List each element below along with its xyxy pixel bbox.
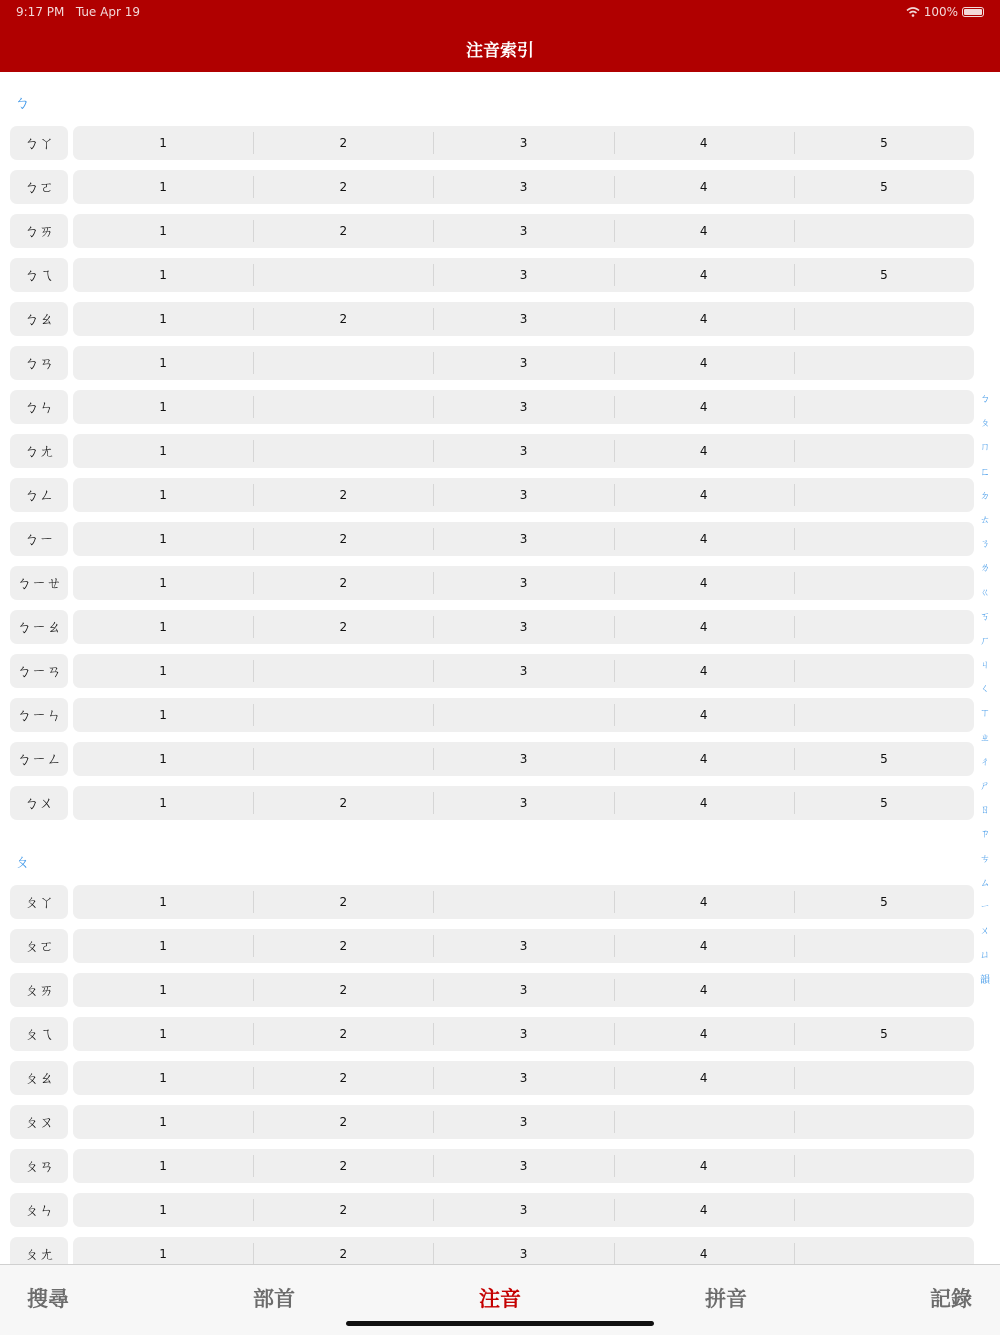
tone-cell[interactable]: 1 bbox=[159, 1159, 167, 1173]
zhuyin-key-button[interactable]: ㄅㄣ bbox=[10, 390, 68, 424]
list-row bbox=[10, 522, 974, 556]
list-row bbox=[10, 434, 974, 468]
tone-cell[interactable]: 1 bbox=[159, 752, 167, 766]
tab-item[interactable]: 注音 bbox=[479, 1286, 521, 1311]
section-header: ㄆ bbox=[14, 852, 31, 871]
list-row bbox=[10, 214, 974, 248]
index-item[interactable]: ㄊ bbox=[980, 514, 990, 526]
tone-cell[interactable]: 4 bbox=[614, 1193, 794, 1227]
index-item[interactable]: ㄗ bbox=[980, 829, 990, 841]
zhuyin-list[interactable] bbox=[0, 72, 1000, 1264]
zhuyin-key-button[interactable]: ㄆㄠ bbox=[10, 1061, 68, 1095]
tone-cell[interactable]: 3 bbox=[433, 346, 613, 380]
tone-cell[interactable]: 3 bbox=[433, 1149, 613, 1183]
tone-cell[interactable]: 4 bbox=[614, 302, 794, 336]
tone-cell[interactable]: 2 bbox=[253, 786, 433, 820]
tone-cell[interactable]: 3 bbox=[433, 1237, 613, 1264]
tone-cells bbox=[73, 742, 974, 776]
index-item[interactable]: ㄏ bbox=[980, 635, 990, 647]
index-item[interactable]: ㄔ bbox=[980, 756, 990, 768]
tone-cells bbox=[73, 1193, 974, 1227]
list-row bbox=[10, 170, 974, 204]
tone-cell[interactable]: 4 bbox=[614, 610, 794, 644]
tone-cell[interactable]: 1 bbox=[159, 1247, 167, 1261]
tone-cell bbox=[253, 434, 433, 468]
zhuyin-key-button[interactable]: ㄆㄢ bbox=[10, 1149, 68, 1183]
tone-cell[interactable]: 1 bbox=[159, 532, 167, 546]
tone-cell[interactable]: 1 bbox=[159, 1027, 167, 1041]
tone-cell[interactable]: 2 bbox=[253, 302, 433, 336]
zhuyin-key-button[interactable]: ㄆㄣ bbox=[10, 1193, 68, 1227]
tone-cell[interactable]: 1 bbox=[159, 1071, 167, 1085]
status-time bbox=[16, 5, 140, 19]
tone-cell[interactable]: 4 bbox=[614, 522, 794, 556]
zhuyin-key-button[interactable]: ㄅㄛ bbox=[10, 170, 68, 204]
tone-cell[interactable]: 1 bbox=[159, 180, 167, 194]
tone-cell[interactable]: 4 bbox=[614, 698, 794, 732]
list-row bbox=[10, 126, 974, 160]
tone-cells bbox=[73, 1237, 974, 1264]
zhuyin-key-button[interactable]: ㄅㄚ bbox=[10, 126, 68, 160]
tone-cell[interactable]: 2 bbox=[253, 1061, 433, 1095]
tone-cells bbox=[73, 390, 974, 424]
tone-cells bbox=[73, 610, 974, 644]
tone-cell bbox=[253, 346, 433, 380]
tone-cell bbox=[794, 390, 974, 424]
list-row bbox=[10, 1193, 974, 1227]
tone-cell bbox=[794, 610, 974, 644]
index-item[interactable]: ㄆ bbox=[980, 418, 990, 430]
index-item[interactable]: ㄉ bbox=[980, 490, 990, 502]
tone-cells bbox=[73, 654, 974, 688]
tone-cell[interactable]: 4 bbox=[614, 973, 794, 1007]
tone-cell bbox=[794, 522, 974, 556]
list-row bbox=[10, 390, 974, 424]
index-item[interactable]: ㄈ bbox=[980, 466, 990, 478]
tone-cell bbox=[794, 1193, 974, 1227]
tone-cell bbox=[794, 1237, 974, 1264]
status-date: Tue Apr 19 bbox=[75, 5, 140, 19]
tone-cell bbox=[794, 214, 974, 248]
tone-cell bbox=[794, 698, 974, 732]
index-item[interactable]: ㄅ bbox=[980, 394, 990, 405]
tone-cells bbox=[73, 698, 974, 732]
tone-cell[interactable]: 4 bbox=[614, 1017, 794, 1051]
list-row bbox=[10, 610, 974, 644]
tone-cell[interactable]: 3 bbox=[433, 390, 613, 424]
tone-cell[interactable]: 3 bbox=[433, 1061, 613, 1095]
tone-cell[interactable]: 1 bbox=[159, 356, 167, 370]
tone-cell[interactable]: 1 bbox=[159, 444, 167, 458]
tone-cell bbox=[794, 1149, 974, 1183]
tone-cell bbox=[794, 566, 974, 600]
tone-cells bbox=[73, 786, 974, 820]
zhuyin-key-button[interactable]: ㄆㄡ bbox=[10, 1105, 68, 1139]
list-row bbox=[10, 478, 974, 512]
tone-cell[interactable]: 4 bbox=[614, 1149, 794, 1183]
list-row bbox=[10, 566, 974, 600]
zhuyin-key-button[interactable]: ㄅㄧㄣ bbox=[10, 698, 68, 732]
status-clock: 9:17 PM bbox=[16, 5, 65, 19]
zhuyin-key-button[interactable]: ㄅㄧㄠ bbox=[10, 610, 68, 644]
tone-cell[interactable]: 3 bbox=[433, 742, 613, 776]
zhuyin-key-button[interactable]: ㄅㄥ bbox=[10, 478, 68, 512]
index-item[interactable]: ㄘ bbox=[980, 853, 990, 865]
tone-cell bbox=[614, 1105, 794, 1139]
index-item[interactable]: ㄧ bbox=[980, 901, 990, 913]
tone-cell[interactable]: 3 bbox=[433, 478, 613, 512]
tone-cells bbox=[73, 566, 974, 600]
tone-cells bbox=[73, 346, 974, 380]
zhuyin-key-button[interactable]: ㄅㄞ bbox=[10, 214, 68, 248]
tone-cell[interactable]: 5 bbox=[794, 885, 974, 919]
tone-cell bbox=[433, 885, 613, 919]
tone-cell bbox=[253, 390, 433, 424]
index-item[interactable]: ㄙ bbox=[980, 877, 990, 889]
page-title: 注音索引 bbox=[466, 41, 534, 61]
tone-cells bbox=[73, 1105, 974, 1139]
tone-cell[interactable]: 2 bbox=[253, 566, 433, 600]
tone-cell[interactable]: 3 bbox=[433, 302, 613, 336]
tone-cell[interactable]: 4 bbox=[614, 126, 794, 160]
list-row bbox=[10, 346, 974, 380]
list-row bbox=[10, 1237, 974, 1264]
index-item[interactable]: ㄩ bbox=[980, 950, 990, 962]
tone-cell[interactable]: 3 bbox=[433, 973, 613, 1007]
zhuyin-key-button[interactable]: ㄆㄚ bbox=[10, 885, 68, 919]
tone-cell[interactable]: 1 bbox=[159, 1203, 167, 1217]
index-item[interactable]: ㄑ bbox=[980, 684, 990, 696]
tone-cells bbox=[73, 302, 974, 336]
tone-cells bbox=[73, 214, 974, 248]
tone-cell[interactable]: 2 bbox=[253, 610, 433, 644]
list-row bbox=[10, 1105, 974, 1139]
tone-cell[interactable]: 4 bbox=[614, 214, 794, 248]
tone-cell[interactable]: 3 bbox=[433, 929, 613, 963]
tone-cell bbox=[253, 742, 433, 776]
tone-cell[interactable]: 4 bbox=[614, 390, 794, 424]
zhuyin-key-button[interactable]: ㄆㄟ bbox=[10, 1017, 68, 1051]
tone-cell[interactable]: 3 bbox=[433, 1193, 613, 1227]
tab-item[interactable]: 拼音 bbox=[705, 1286, 747, 1311]
list-row bbox=[10, 698, 974, 732]
tone-cells bbox=[73, 478, 974, 512]
home-indicator bbox=[346, 1321, 654, 1326]
list-row bbox=[10, 654, 974, 688]
tone-cells bbox=[73, 929, 974, 963]
tone-cell[interactable]: 4 bbox=[614, 566, 794, 600]
list-row bbox=[10, 973, 974, 1007]
tone-cell[interactable]: 2 bbox=[253, 1017, 433, 1051]
zhuyin-key-button[interactable]: ㄆㄤ bbox=[10, 1237, 68, 1264]
tone-cell[interactable]: 4 bbox=[614, 885, 794, 919]
tone-cell bbox=[794, 1061, 974, 1095]
tone-cell[interactable]: 1 bbox=[159, 796, 167, 810]
tone-cell[interactable]: 4 bbox=[614, 1061, 794, 1095]
tone-cell[interactable]: 2 bbox=[253, 522, 433, 556]
tone-cells bbox=[73, 1061, 974, 1095]
tone-cells bbox=[73, 258, 974, 292]
list-row bbox=[10, 1149, 974, 1183]
tone-cell[interactable]: 4 bbox=[614, 170, 794, 204]
tone-cell[interactable]: 4 bbox=[614, 786, 794, 820]
tone-cell[interactable]: 1 bbox=[159, 136, 167, 150]
tone-cell[interactable]: 2 bbox=[253, 126, 433, 160]
tone-cell[interactable]: 3 bbox=[433, 258, 613, 292]
tone-cell[interactable]: 2 bbox=[253, 478, 433, 512]
list-row bbox=[10, 1061, 974, 1095]
tone-cell[interactable]: 3 bbox=[433, 654, 613, 688]
tab-item[interactable]: 記錄 bbox=[930, 1286, 972, 1311]
list-row bbox=[10, 258, 974, 292]
zhuyin-key-button[interactable]: ㄆㄞ bbox=[10, 973, 68, 1007]
tone-cell bbox=[794, 654, 974, 688]
zhuyin-key-button[interactable]: ㄅㄢ bbox=[10, 346, 68, 380]
tone-cell[interactable]: 3 bbox=[433, 1105, 613, 1139]
index-item[interactable]: ㄌ bbox=[980, 563, 990, 575]
index-item[interactable]: ㄕ bbox=[980, 781, 990, 792]
tone-cell[interactable]: 1 bbox=[159, 620, 167, 634]
status-indicators bbox=[906, 5, 984, 19]
tone-cell[interactable]: 3 bbox=[433, 522, 613, 556]
tone-cells bbox=[73, 126, 974, 160]
tone-cell[interactable]: 2 bbox=[253, 214, 433, 248]
wifi-icon bbox=[906, 7, 920, 17]
tone-cells bbox=[73, 522, 974, 556]
tone-cell bbox=[794, 302, 974, 336]
tone-cell[interactable]: 2 bbox=[253, 170, 433, 204]
index-item[interactable]: ㄍ bbox=[980, 587, 990, 599]
tone-cells bbox=[73, 973, 974, 1007]
tone-cell[interactable]: 1 bbox=[159, 983, 167, 997]
tone-cell[interactable]: 1 bbox=[159, 488, 167, 502]
tone-cell[interactable]: 1 bbox=[159, 268, 167, 282]
tone-cells bbox=[73, 170, 974, 204]
tone-cell[interactable]: 4 bbox=[614, 258, 794, 292]
tone-cell[interactable]: 1 bbox=[159, 1115, 167, 1129]
tone-cell bbox=[433, 698, 613, 732]
zhuyin-key-button[interactable]: ㄅㄧㄥ bbox=[10, 742, 68, 776]
tone-cell bbox=[794, 346, 974, 380]
tone-cell[interactable]: 4 bbox=[614, 1237, 794, 1264]
tone-cell bbox=[253, 698, 433, 732]
tone-cell[interactable]: 1 bbox=[159, 400, 167, 414]
index-item[interactable]: ㄖ bbox=[980, 805, 990, 817]
index-item[interactable]: ㄨ bbox=[980, 926, 990, 938]
tone-cell[interactable]: 2 bbox=[253, 1237, 433, 1264]
index-item[interactable]: ㄋ bbox=[980, 539, 990, 551]
tone-cell[interactable]: 2 bbox=[253, 1149, 433, 1183]
tone-cell[interactable]: 4 bbox=[614, 929, 794, 963]
tone-cell[interactable]: 1 bbox=[159, 576, 167, 590]
zhuyin-key-button[interactable]: ㄅㄧ bbox=[10, 522, 68, 556]
tone-cell[interactable]: 2 bbox=[253, 929, 433, 963]
tone-cell bbox=[253, 258, 433, 292]
zhuyin-key-button[interactable]: ㄅㄠ bbox=[10, 302, 68, 336]
index-item[interactable]: 韻 bbox=[980, 974, 990, 986]
index-item[interactable]: ㄐ bbox=[980, 660, 990, 672]
tone-cell[interactable]: 1 bbox=[159, 664, 167, 678]
tone-cell[interactable]: 2 bbox=[253, 885, 433, 919]
tone-cell[interactable]: 2 bbox=[253, 973, 433, 1007]
list-row bbox=[10, 786, 974, 820]
battery-percent: 100% bbox=[923, 5, 958, 19]
section-header: ㄅ bbox=[14, 93, 31, 112]
tone-cell[interactable]: 4 bbox=[614, 742, 794, 776]
tone-cell[interactable]: 4 bbox=[614, 654, 794, 688]
zhuyin-key-button[interactable]: ㄅㄟ bbox=[10, 258, 68, 292]
tone-cell[interactable]: 1 bbox=[159, 939, 167, 953]
tone-cell[interactable]: 3 bbox=[433, 126, 613, 160]
list-row bbox=[10, 742, 974, 776]
tone-cell[interactable]: 3 bbox=[433, 170, 613, 204]
tone-cell bbox=[794, 973, 974, 1007]
tone-cell[interactable]: 5 bbox=[794, 1017, 974, 1051]
tone-cell[interactable]: 1 bbox=[159, 895, 167, 909]
tone-cell bbox=[253, 654, 433, 688]
tab-item[interactable]: 部首 bbox=[253, 1286, 295, 1311]
tone-cell bbox=[794, 434, 974, 468]
list-row bbox=[10, 302, 974, 336]
tone-cell[interactable]: 5 bbox=[794, 786, 974, 820]
tone-cell[interactable]: 4 bbox=[614, 434, 794, 468]
tone-cell[interactable]: 4 bbox=[614, 478, 794, 512]
tone-cell[interactable]: 3 bbox=[433, 786, 613, 820]
tone-cell[interactable]: 5 bbox=[794, 170, 974, 204]
tone-cell[interactable]: 3 bbox=[433, 566, 613, 600]
tone-cell bbox=[794, 478, 974, 512]
zhuyin-key-button[interactable]: ㄅㄧㄝ bbox=[10, 566, 68, 600]
tone-cell[interactable]: 2 bbox=[253, 1193, 433, 1227]
battery-icon bbox=[962, 7, 984, 17]
tone-cells bbox=[73, 1017, 974, 1051]
tone-cell[interactable]: 3 bbox=[433, 434, 613, 468]
tone-cell[interactable]: 5 bbox=[794, 258, 974, 292]
index-item[interactable]: ㄓ bbox=[980, 732, 990, 744]
index-item[interactable]: ㄇ bbox=[980, 442, 990, 454]
tone-cells bbox=[73, 1149, 974, 1183]
zhuyin-key-button[interactable]: ㄅㄧㄢ bbox=[10, 654, 68, 688]
tone-cells bbox=[73, 885, 974, 919]
tone-cell[interactable]: 4 bbox=[614, 346, 794, 380]
index-item[interactable]: ㄎ bbox=[980, 611, 990, 623]
list-row bbox=[10, 885, 974, 919]
list-row bbox=[10, 929, 974, 963]
index-item[interactable]: ㄒ bbox=[980, 708, 990, 720]
tone-cell[interactable]: 5 bbox=[794, 742, 974, 776]
tone-cell[interactable]: 2 bbox=[253, 1105, 433, 1139]
tone-cell[interactable]: 5 bbox=[794, 126, 974, 160]
tone-cell[interactable]: 1 bbox=[159, 708, 167, 722]
zhuyin-key-button[interactable]: ㄆㄛ bbox=[10, 929, 68, 963]
tone-cell[interactable]: 1 bbox=[159, 224, 167, 238]
nav-bar bbox=[0, 0, 1000, 72]
list-row bbox=[10, 1017, 974, 1051]
zhuyin-key-button[interactable]: ㄅㄨ bbox=[10, 786, 68, 820]
tone-cell[interactable]: 3 bbox=[433, 610, 613, 644]
tone-cell bbox=[794, 1105, 974, 1139]
section-index-bar[interactable] bbox=[977, 388, 993, 993]
tone-cell bbox=[794, 929, 974, 963]
tone-cell[interactable]: 3 bbox=[433, 1017, 613, 1051]
zhuyin-key-button[interactable]: ㄅㄤ bbox=[10, 434, 68, 468]
tab-item[interactable]: 搜尋 bbox=[27, 1286, 69, 1311]
tone-cell[interactable]: 1 bbox=[159, 312, 167, 326]
tone-cells bbox=[73, 434, 974, 468]
tone-cell[interactable]: 3 bbox=[433, 214, 613, 248]
